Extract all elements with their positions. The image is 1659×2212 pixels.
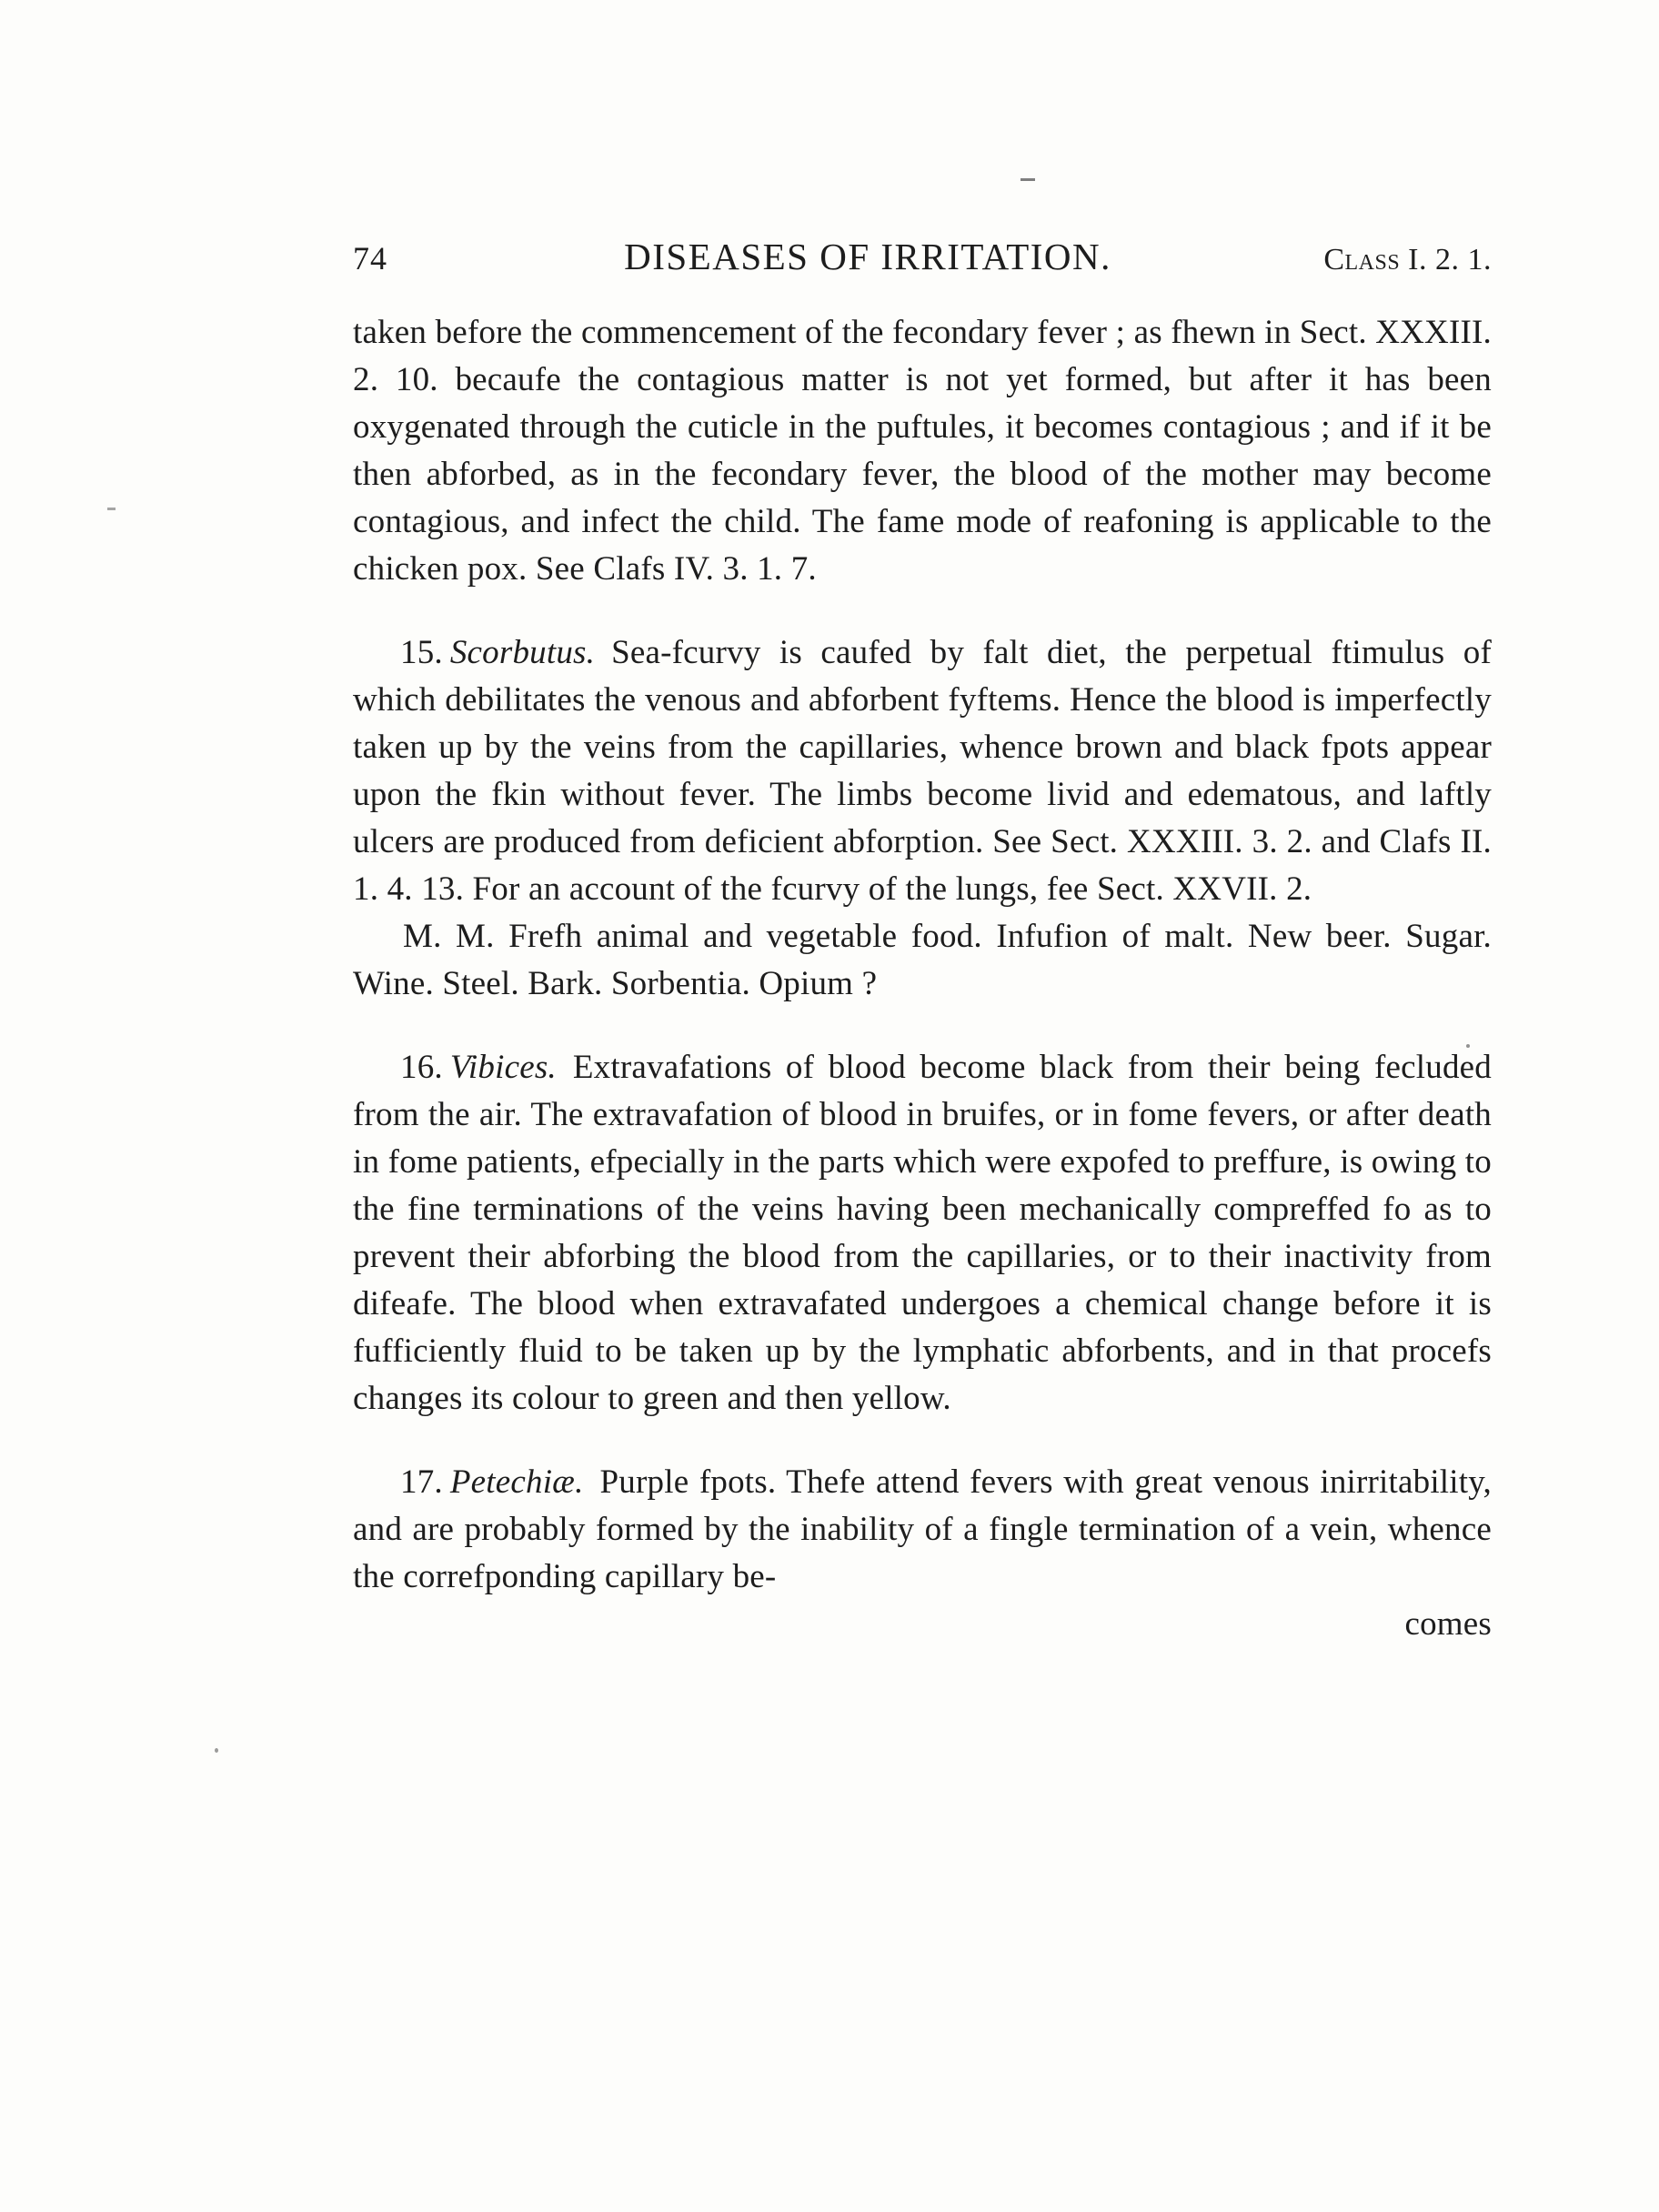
- paragraph-text: Sea-fcurvy is caufed by falt diet, the perpetual ftimulus of which debilitates the venous and abforbent fyftems. Hence the blood is imperfectly taken up by the veins from the capillaries, whence brown and black fpots appear upon the fkin without fever. The limbs become livid and edematous, and laftly ulcers are produced from deficient abforption. See Sect. XXXIII. 3. 2. and Clafs II. 1. 4. 13. For an account of the fcurvy of the lungs, fee Sect. XXVII. 2.: [353, 634, 1492, 908]
- page-header: [353, 235, 1492, 280]
- paragraph-number: 17.: [400, 1463, 443, 1501]
- catchword-line: [353, 1601, 1492, 1648]
- scan-artifact: [215, 1748, 218, 1753]
- paragraph-term-italic: Petechiæ.: [449, 1463, 584, 1501]
- paragraph-term-italic: Scorbutus.: [449, 634, 596, 671]
- catchword: comes: [1404, 1605, 1492, 1643]
- paragraph-text: Purple fpots. Thefe attend fevers with great venous inirritability, and are probably formed by the inability of a fingle termination of a vein, whence the correfponding capillary be-: [353, 1463, 1492, 1595]
- paragraph-17: [353, 1459, 1492, 1601]
- page-number: 74: [353, 240, 387, 276]
- page-content: [353, 235, 1492, 1648]
- running-title: DISEASES OF IRRITATION.: [624, 236, 1111, 277]
- section-label: Class I. 2. 1.: [1323, 243, 1492, 276]
- scan-artifact: [1021, 178, 1035, 181]
- paragraph-term-italic: Vibices.: [449, 1049, 557, 1086]
- paragraph-number: 15.: [400, 634, 443, 671]
- scan-artifact: [107, 508, 116, 510]
- paragraph-16: [353, 1044, 1492, 1423]
- paragraph-materia-medica: M. M. Frefh animal and vegetable food. Infufion of malt. New beer. Sugar. Wine. Steel. Bark. Sorbentia. Opium ?: [353, 918, 1492, 1002]
- paragraph-continuation: taken before the commencement of the fecondary fever ; as fhewn in Sect. XXXIII. 2. 10. becaufe the contagious matter is not yet formed, but after it has been oxygenated through the cuticle in the puftules, it becomes contagious ; and if it be then abforbed, as in the fecondary fever, the blood of the mother may become contagious, and infect the child. The fame mode of reafoning is applicable to the chicken pox. See Clafs IV. 3. 1. 7.: [353, 314, 1492, 588]
- page-body: [353, 309, 1492, 1648]
- paragraph-number: 16.: [400, 1049, 443, 1086]
- paragraph-15: [353, 629, 1492, 913]
- paragraph-text: Extravafations of blood become black from their being fecluded from the air. The extravafation of blood in bruifes, or in fome fevers, or after death in fome patients, efpecially in the parts which were expofed to preffure, is owing to the fine terminations of the veins having been mechanically compreffed fo as to prevent their abforbing the blood from the capillaries, or to their inactivity from difeafe. The blood when extravafated undergoes a chemical change before it is fufficiently fluid to be taken up by the lymphatic abforbents, and in that procefs changes its colour to green and then yellow.: [353, 1049, 1492, 1417]
